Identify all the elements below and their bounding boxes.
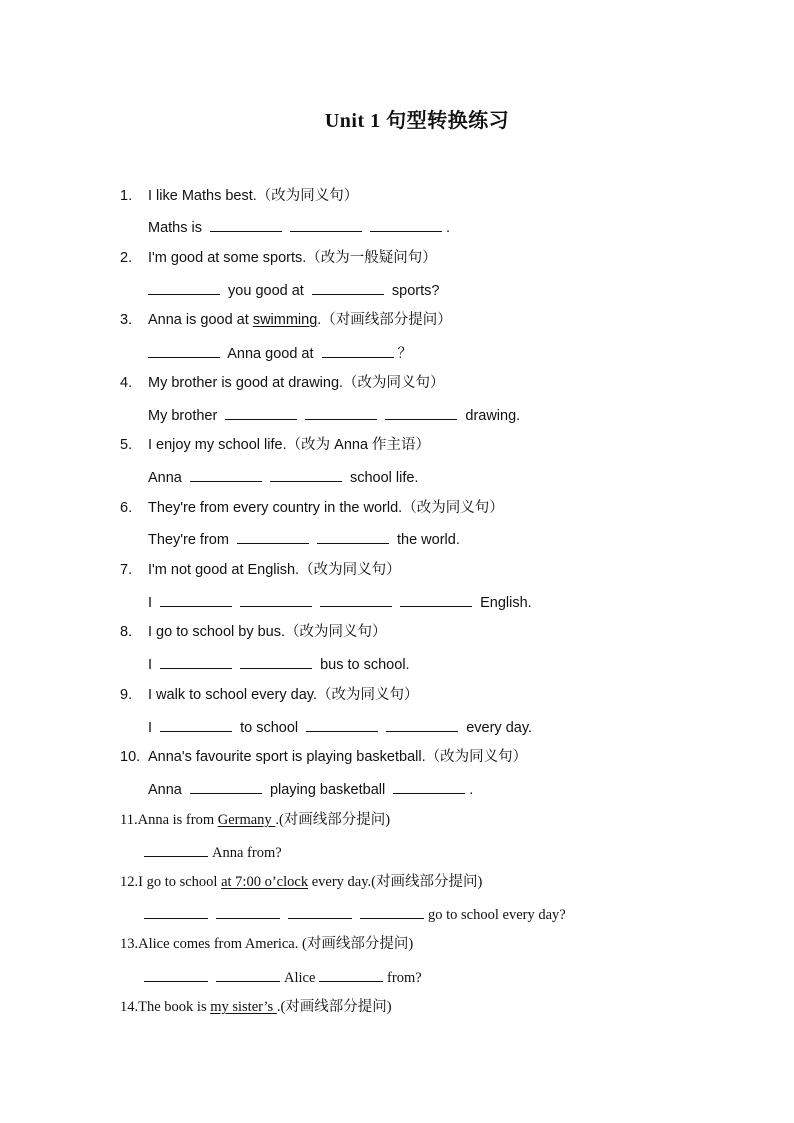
answer-line: I to school every day. bbox=[148, 716, 532, 736]
answer-blank[interactable] bbox=[320, 591, 392, 607]
answer-line: I bus to school. bbox=[148, 653, 410, 673]
answer-blank[interactable] bbox=[210, 216, 282, 232]
question-text: 6. They're from every country in the world.（改为同义句） bbox=[120, 500, 504, 516]
answer-blank[interactable] bbox=[225, 404, 297, 420]
answer-blank[interactable] bbox=[144, 841, 208, 857]
answer-blank[interactable] bbox=[305, 404, 377, 420]
answer-line: Anna school life. bbox=[148, 466, 418, 486]
question-text: 4. My brother is good at drawing.（改为同义句） bbox=[120, 375, 445, 391]
answer-blank[interactable] bbox=[370, 216, 442, 232]
question-text: 3. Anna is good at swimming.（对画线部分提问） bbox=[120, 312, 452, 328]
answer-blank[interactable] bbox=[240, 653, 312, 669]
answer-blank[interactable] bbox=[240, 591, 312, 607]
answer-line: They're from the world. bbox=[148, 528, 460, 548]
answer-line: Anna good at ？ bbox=[148, 342, 412, 362]
answer-blank[interactable] bbox=[393, 778, 465, 794]
answer-line: Anna from? bbox=[144, 841, 282, 861]
answer-line: I English. bbox=[148, 591, 532, 611]
answer-line: go to school every day? bbox=[144, 903, 566, 923]
answer-blank[interactable] bbox=[237, 528, 309, 544]
answer-blank[interactable] bbox=[270, 466, 342, 482]
answer-blank[interactable] bbox=[148, 342, 220, 358]
question-text: 11.Anna is from Germany .(对画线部分提问) bbox=[120, 812, 391, 828]
answer-blank[interactable] bbox=[322, 342, 394, 358]
answer-blank[interactable] bbox=[385, 404, 457, 420]
answer-blank[interactable] bbox=[312, 279, 384, 295]
question-text: 10. Anna's favourite sport is playing basketball.（改为同义句） bbox=[120, 749, 528, 765]
answer-blank[interactable] bbox=[160, 716, 232, 732]
answer-line: you good at sports? bbox=[148, 279, 439, 299]
answer-blank[interactable] bbox=[306, 716, 378, 732]
answer-blank[interactable] bbox=[360, 903, 424, 919]
question-text: 5. I enjoy my school life.（改为 Anna 作主语） bbox=[120, 437, 431, 453]
question-text: 7. I'm not good at English.（改为同义句） bbox=[120, 562, 401, 578]
underlined-text: Germany bbox=[217, 812, 276, 828]
answer-blank[interactable] bbox=[290, 216, 362, 232]
answer-line: Anna playing basketball . bbox=[148, 778, 473, 798]
underlined-text: my sister’s bbox=[210, 999, 277, 1015]
answer-blank[interactable] bbox=[160, 653, 232, 669]
answer-blank[interactable] bbox=[190, 778, 262, 794]
underlined-text: at 7:00 o’clock bbox=[221, 874, 309, 890]
answer-blank[interactable] bbox=[144, 903, 208, 919]
question-text: 14.The book is my sister’s .(对画线部分提问) bbox=[120, 999, 392, 1015]
question-text: 8. I go to school by bus.（改为同义句） bbox=[120, 624, 387, 640]
question-text: 9. I walk to school every day.（改为同义句） bbox=[120, 687, 419, 703]
page-title: Unit 1 句型转换练习 bbox=[324, 110, 510, 132]
answer-blank[interactable] bbox=[319, 966, 383, 982]
answer-blank[interactable] bbox=[386, 716, 458, 732]
underlined-text: swimming bbox=[252, 312, 318, 328]
answer-blank[interactable] bbox=[190, 466, 262, 482]
answer-line: Alice from? bbox=[144, 966, 422, 986]
question-text: 1. I like Maths best.（改为同义句） bbox=[120, 188, 359, 204]
answer-blank[interactable] bbox=[317, 528, 389, 544]
question-text: 2. I'm good at some sports.（改为一般疑问句） bbox=[120, 250, 437, 266]
answer-blank[interactable] bbox=[160, 591, 232, 607]
question-text: 12.I go to school at 7:00 o’clock every day.(对画线部分提问) bbox=[120, 874, 483, 890]
question-text: 13.Alice comes from America. (对画线部分提问) bbox=[120, 936, 414, 952]
answer-blank[interactable] bbox=[216, 903, 280, 919]
answer-blank[interactable] bbox=[400, 591, 472, 607]
answer-blank[interactable] bbox=[288, 903, 352, 919]
answer-line: Maths is . bbox=[148, 216, 450, 236]
answer-blank[interactable] bbox=[216, 966, 280, 982]
answer-blank[interactable] bbox=[148, 279, 220, 295]
answer-blank[interactable] bbox=[144, 966, 208, 982]
answer-line: My brother drawing. bbox=[148, 404, 520, 424]
